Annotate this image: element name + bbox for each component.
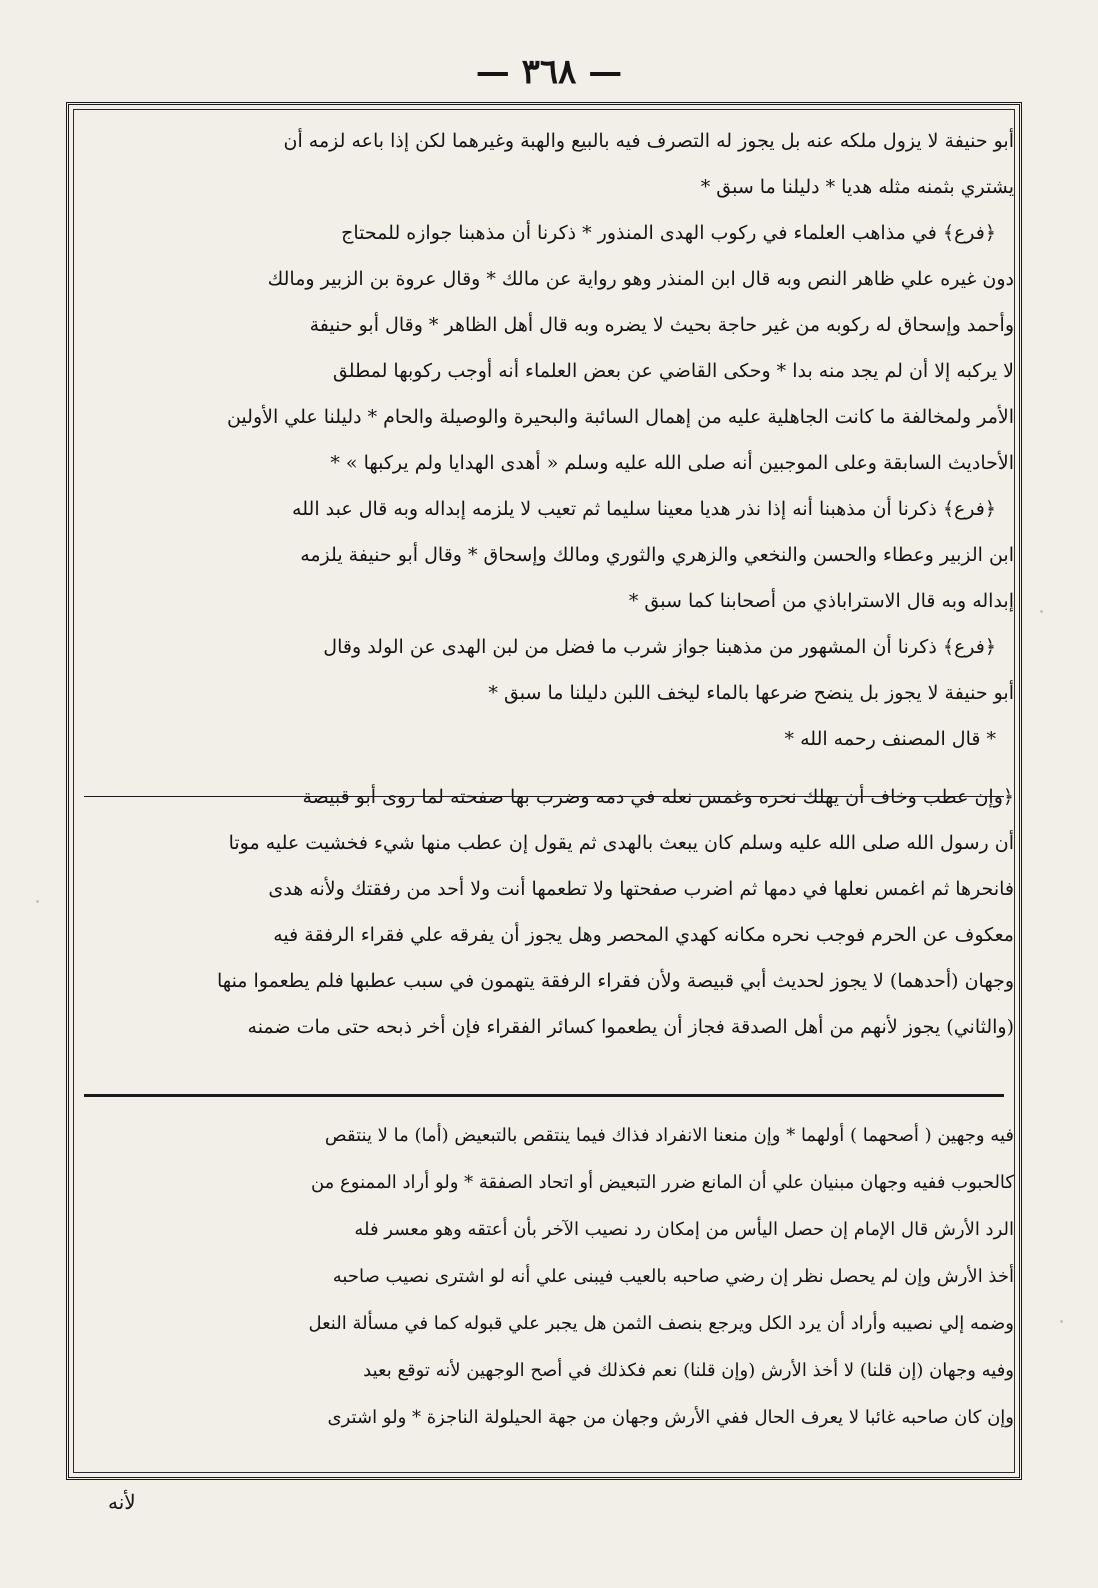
main-text-block xyxy=(84,118,1014,1050)
text-line: يشتري بثمنه مثله هديا * دليلنا ما سبق * xyxy=(700,176,1014,198)
text-line-fara: ﴿فرع﴾ في مذاهب العلماء في ركوب الهدى المنذور * ذكرنا أن مذهبنا جوازه للمحتاج xyxy=(341,222,996,244)
footnote-line: فيه وجهين ( أصحهما ) أولهما * وإن منعنا الانفراد فذاك فيما ينتقص بالتبعيض (أما) ما لا ينتقص xyxy=(324,1125,1014,1146)
footnote-line: وضمه إلي نصيبه وأراد أن يرد الكل ويرجع بنصف الثمن هل يجبر علي قبوله كما في مسألة النعل xyxy=(308,1313,1014,1334)
footnote-line: وفيه وجهان (إن قلنا) لا أخذ الأرش (وإن قلنا) نعم فكذلك في أصح الوجهين لأنه توقع بعيد xyxy=(363,1360,1014,1381)
paper-speck xyxy=(1060,1320,1063,1323)
text-line: إبداله وبه قال الاستراباذي من أصحابنا كما سبق * xyxy=(628,590,1014,612)
text-line: دون غيره علي ظاهر النص وبه قال ابن المنذر وهو رواية عن مالك * وقال عروة بن الزبير ومالك xyxy=(267,268,1014,290)
text-line: أبو حنيفة لا يزول ملكه عنه بل يجوز له التصرف فيه بالبيع والهبة وغيرهما لكن إذا باعه لزمه أن xyxy=(283,130,1014,152)
text-line: (والثاني) يجوز لأنهم من أهل الصدقة فجاز أن يطعموا كسائر الفقراء فإن أخر ذبحه حتى مات ضمنه xyxy=(247,1016,1014,1038)
text-line: وأحمد وإسحاق له ركوبه من غير حاجة بحيث لا يضره وبه قال أهل الظاهر * وقال أبو حنيفة xyxy=(309,314,1014,336)
text-line: أن رسول الله صلى الله عليه وسلم كان يبعث بالهدى ثم يقول إن عطب منها شيء فخشيت عليه موتا xyxy=(228,832,1014,854)
text-line: الأحاديث السابقة وعلى الموجبين أنه صلى الله عليه وسلم « أهدى الهدايا ولم يركبها » * xyxy=(330,452,1014,474)
paper-speck xyxy=(36,900,39,903)
text-line: فانحرها ثم اغمس نعلها في دمها ثم اضرب صفحتها ولا تطعمها أنت ولا أحد من رفقتك ولأنه هدى xyxy=(268,878,1014,900)
footnote-line: كالحبوب ففيه وجهان مبنيان علي أن المانع ضرر التبعيض أو اتحاد الصفقة * ولو أراد الممنوع من xyxy=(310,1172,1014,1193)
text-line: لا يركبه إلا أن لم يجد منه بدا * وحكى القاضي عن بعض العلماء أنه أوجب ركوبها لمطلق xyxy=(332,360,1014,382)
footnote-line: الرد الأرش قال الإمام إن حصل اليأس من إمكان رد نصيب الآخر بأن أعتقه وهو معسر فله xyxy=(354,1219,1014,1240)
author-heading: * قال المصنف رحمه الله * xyxy=(784,728,996,750)
footnote-line: أخذ الأرش وإن لم يحصل نظر إن رضي صاحبه بالعيب فيبنى علي أنه لو اشترى نصيب صاحبه xyxy=(332,1266,1014,1287)
page-number: — ٣٦٨ — xyxy=(475,52,623,92)
text-line: معكوف عن الحرم فوجب نحره مكانه كهدي المحصر وهل يجوز أن يفرقه علي فقراء الرفقة فيه xyxy=(273,924,1014,946)
text-line-matn: ﴿وإن عطب وخاف أن يهلك نحره وغمس نعله في دمه وضرب بها صفحته لما روى أبو قبيصة xyxy=(302,786,1014,808)
text-line: الأمر ولمخالفة ما كانت الجاهلية عليه من إهمال السائبة والبحيرة والوصيلة والحام * دليلنا علي الأولين xyxy=(226,406,1014,428)
catchword: لأنه xyxy=(108,1490,136,1514)
text-line: أبو حنيفة لا يجوز بل ينضح ضرعها بالماء ليخف اللبن دليلنا ما سبق * xyxy=(488,682,1014,704)
footnote-block xyxy=(84,1112,1014,1441)
section-divider xyxy=(84,796,1004,797)
paper-speck xyxy=(1040,610,1043,613)
footnote-divider xyxy=(84,1094,1004,1097)
footnote-line: وإن كان صاحبه غائبا لا يعرف الحال ففي الأرش وجهان من جهة الحيلولة الناجزة * ولو اشترى xyxy=(327,1407,1014,1428)
text-line-fara: ﴿فرع﴾ ذكرنا أن المشهور من مذهبنا جواز شرب ما فضل من لبن الهدى عن الولد وقال xyxy=(323,636,996,658)
text-line: ابن الزبير وعطاء والحسن والنخعي والزهري والثوري ومالك وإسحاق * وقال أبو حنيفة يلزمه xyxy=(300,544,1014,566)
text-line-fara: ﴿فرع﴾ ذكرنا أن مذهبنا أنه إذا نذر هديا معينا سليما ثم تعيب لا يلزمه إبداله وبه قال عبد الله xyxy=(292,498,996,520)
text-line: وجهان (أحدهما) لا يجوز لحديث أبي قبيصة ولأن فقراء الرفقة يتهمون في سبب عطبها فلم يطعموا منها xyxy=(217,970,1014,992)
